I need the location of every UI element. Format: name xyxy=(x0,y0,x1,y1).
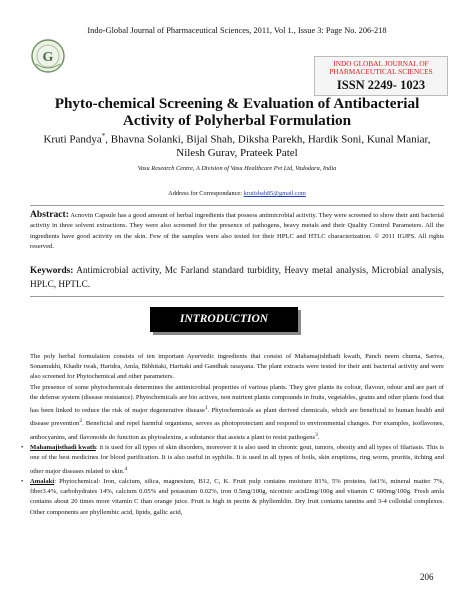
keywords xyxy=(30,265,444,292)
section-heading: INTRODUCTION xyxy=(179,313,269,325)
email-link[interactable]: krutishah85@gmail.com xyxy=(243,190,306,197)
keywords-text: Antimicrobial activity, Mc Farland standard turbidity, Heavy metal analysis, Microbial analysis, HPLC, HPTLC. xyxy=(30,266,444,290)
p2-part-c: . Beneficial and repel harmful organisms, serves as photoprotectant and respond to environmental changes. For examples, isoflavones, anthocyanins, and flavonoids do function as phytoalexins, a substance that assists a plant to resist pathogens xyxy=(30,420,445,441)
divider-top xyxy=(30,205,444,206)
journal-seal-logo xyxy=(30,38,66,74)
intro-paragraph-2 xyxy=(30,383,444,444)
article-title: Phyto-chemical Screening & Evaluation of Antibacterial Activity of Polyherbal Formulation xyxy=(54,95,420,129)
citation-2: 2 xyxy=(79,418,83,425)
section-heading-box xyxy=(150,307,298,332)
citation-3: 3 xyxy=(315,431,318,438)
journal-name: INDO GLOBAL JOURNAL OF PHARMACEUTICAL SCIENCES xyxy=(329,59,433,76)
bullet-icon: • xyxy=(21,444,24,452)
citation-1: 1 xyxy=(204,405,208,412)
correspondence-label: Address for Correspondance: xyxy=(168,190,244,197)
correspondence xyxy=(30,190,444,197)
term-amalaki: Amalaki xyxy=(30,477,55,485)
citation-4: 4 xyxy=(124,465,128,472)
abstract-label: Abstract: xyxy=(30,209,69,220)
keywords-label: Keywords: xyxy=(30,266,74,276)
running-head: Indo-Global Journal of Pharmaceutical Sciences, 2011, Vol 1., Issue 3: Page No. 206-218 xyxy=(87,26,387,35)
author-list xyxy=(30,130,444,160)
affiliation: Vasu Research Centre, A Division of Vasu Healthcare Pvt Ltd, Vadodara, India xyxy=(137,165,337,172)
journal-info-box xyxy=(314,56,448,96)
author-rest: , Bhavna Solanki, Bijal Shah, Diksha Parekh, Hardik Soni, Kunal Maniar, Nilesh Gurav, Prateek Patel xyxy=(105,133,431,159)
divider-bottom xyxy=(30,296,444,297)
p2-part-b: . Phytochemicals as plant derived chemicals, which are beneficial to human health and disease prevention xyxy=(30,407,444,428)
text-mahamajisthadi: : it is used for all types of skin disorders, moreover it is also used in chronic gout, tumors, obesity and all types of filariasis. This is one of the best medicines for blood purification. It is also useful in syphilis. It is used in all types of boils, skin eruptions, ring worm, pruritis, itching and other major diseases related to skin. xyxy=(30,444,444,475)
list-item-amalaki xyxy=(21,477,444,518)
page-number: 206 xyxy=(420,572,434,582)
term-mahamajisthadi: Mahamajisthadi kwath xyxy=(30,444,96,452)
corresponding-mark: * xyxy=(101,132,106,140)
intro-body xyxy=(21,352,445,518)
abstract xyxy=(30,210,444,252)
svg-text:G: G xyxy=(42,50,54,65)
p2-part-a: The presence of some phytochemicals determines the antimicrobial properties of various plants. They give plants its colour, flavour, odour and are part of the defense system (disease resistance). Phytochemicals are bio actives, non nutrient plants compounds in fruits, vegetables, grains and other plants food that has been linked to reduce the risk of major degenerative disease xyxy=(30,383,445,415)
author-first: Kruti Pandya xyxy=(43,133,102,146)
text-amalaki: : Phytochemical: Iron, calcium, silica, magnesium, B12, C, K. Fruit pulp contains moisture 81%, 5% proteins, fat1%, mineral matter 7%, fiber3.4%, carbohydrates 14%, calcium 0.05% and potassium 0.02%, iron 0.5mg/100g, nicotinic acid2mg/100g and vitamin C 600mg/100g. Fresh amla contains about 20 times more vitamin C than orange juice. Fruit is high in pectin & phyllemblin. Dry fruit contains tannins and 3-4 colloidal complexes. Other components are phyllembic acid, lipids, gallic acid, xyxy=(30,477,444,516)
list-item-mahamajisthadi xyxy=(21,443,444,477)
bullet-icon: • xyxy=(21,477,24,485)
abstract-text: Acnovin Capsule has a good amount of herbal ingredients that possess antimicrobial activity. They were screened to show their anti bacterial activity in three solvent extractions. They were also screened for the presence of pathogens, heavy metals and their Quality Control Parameters. All the ingredients have good activity on the skin. Few of the samples were also tested for their HPLC and HTLC characterization. © 2011 IGJPS. All rights reserved. xyxy=(30,212,444,250)
intro-paragraph-1: The poly herbal formulation consists of ten important Ayurvedic ingredients that consist of Mahamajishthadi kwath, Panch neem churna, Sariva, Sonamukhi, Khadir twak, Haridra, Amla, Bibhitaki, Haritaki and Gandhak rasayana. The plant extracts were tested for their anti bacterial activity and were also screened for Phytochemical and other parameters. xyxy=(30,353,444,381)
p2-part-d: . xyxy=(317,433,320,441)
issn: ISSN 2249- 1023 xyxy=(336,78,426,92)
